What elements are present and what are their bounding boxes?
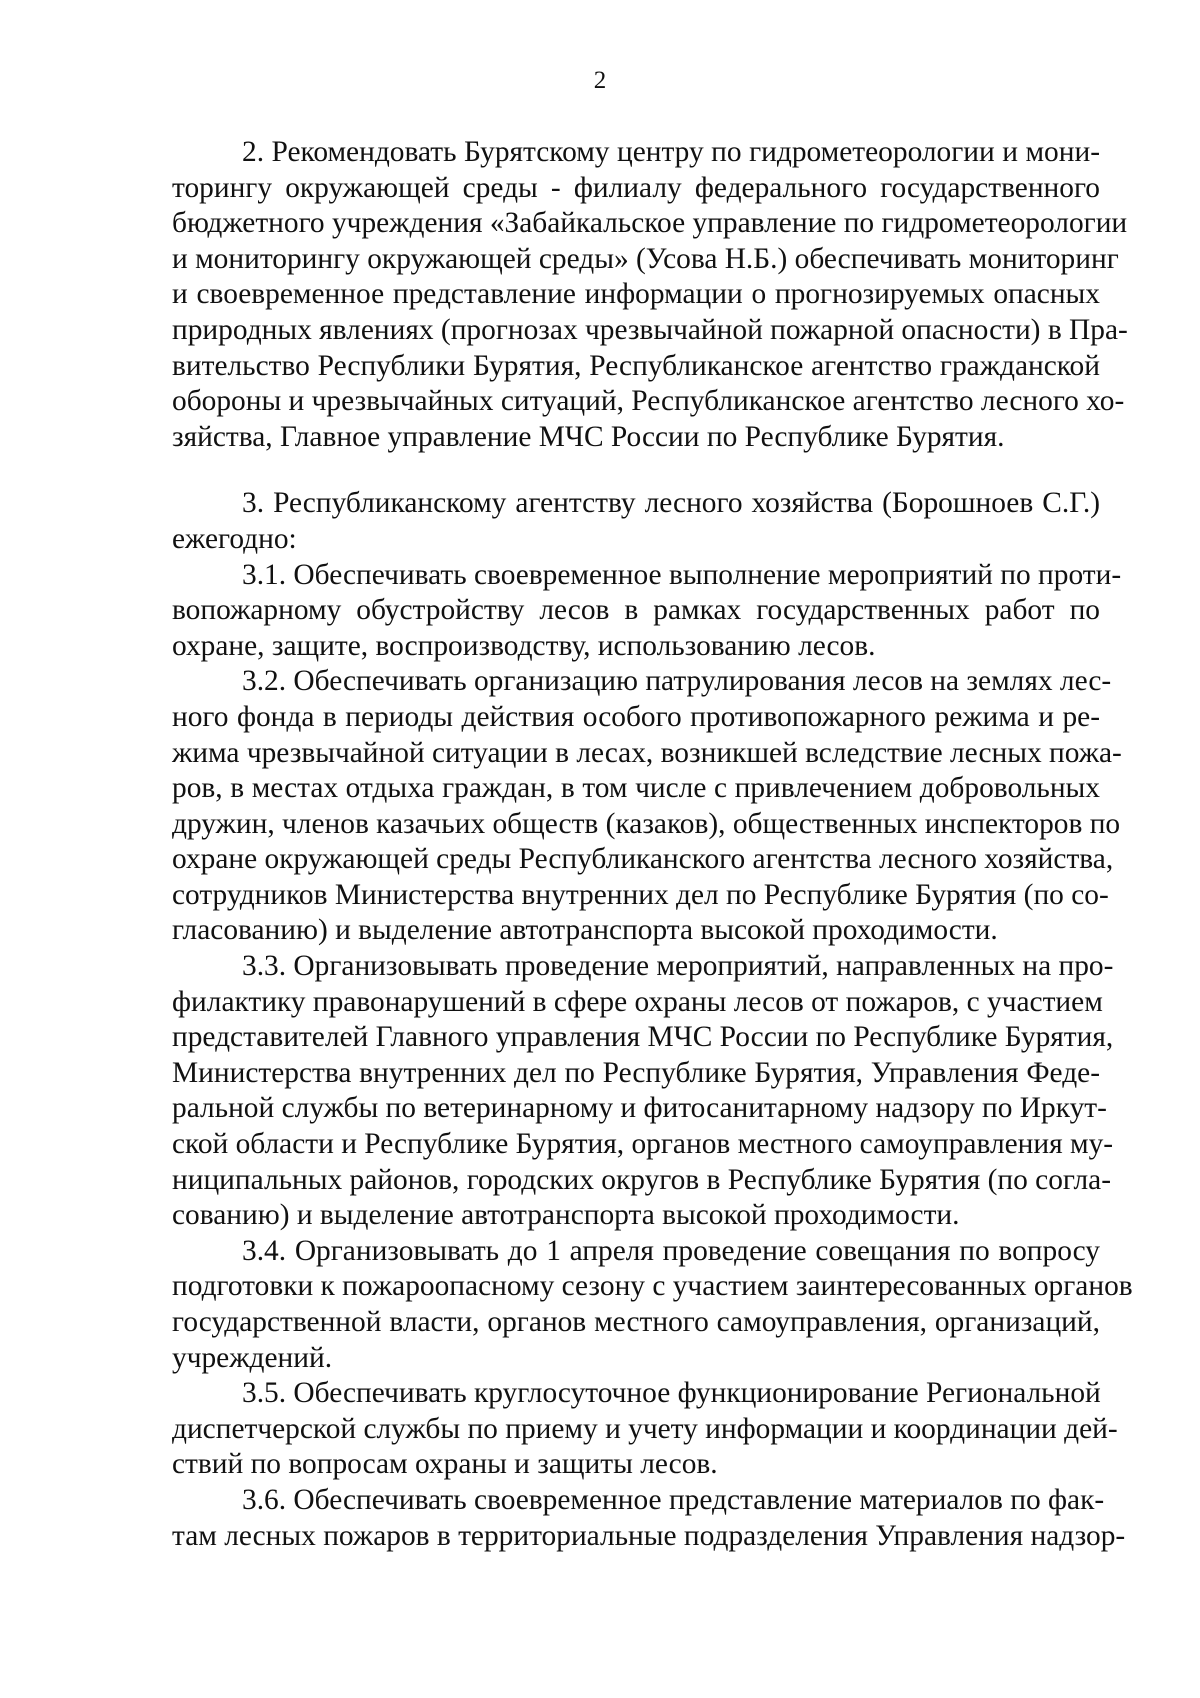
- text-line: ральной службы по ветеринарному и фитосанитарному надзору по Иркут-: [172, 1092, 1107, 1125]
- text-line: 2. Рекомендовать Бурятскому центру по гидрометеорологии и мони-: [242, 136, 1100, 168]
- text-line: ежегодно:: [172, 522, 297, 555]
- page-number: 2: [593, 67, 607, 94]
- text-line: природных явлениях (прогнозах чрезвычайной пожарной опасности) в Пра-: [172, 313, 1128, 346]
- text-line: 3.5. Обеспечивать круглосуточное функционирование Региональной: [242, 1377, 1101, 1410]
- text-line: жима чрезвычайной ситуации в лесах, возникшей вследствие лесных пожа-: [172, 736, 1122, 769]
- document-body: [172, 135, 1133, 1554]
- paragraph-2: [172, 135, 1128, 455]
- text-line: государственной власти, органов местного самоуправления, организаций,: [172, 1306, 1100, 1338]
- text-line: 3. Республиканскому агентству лесного хозяйства (Борошноев С.Г.): [242, 487, 1100, 520]
- text-line: торингу окружающей среды - филиалу федерального государственного: [172, 171, 1100, 204]
- text-line: ствий по вопросам охраны и защиты лесов.: [172, 1448, 718, 1481]
- text-line: сотрудников Министерства внутренних дел по Республике Бурятия (по со-: [172, 878, 1109, 911]
- text-line: зяйства, Главное управление МЧС России по Республике Бурятия.: [172, 420, 1005, 453]
- paragraph-3: [172, 486, 1100, 557]
- text-line: вопожарному обустройству лесов в рамках государственных работ по: [172, 594, 1100, 627]
- text-line: 3.6. Обеспечивать своевременное представление материалов по фак-: [242, 1483, 1105, 1516]
- text-line: сованию) и выделение автотранспорта высокой проходимости.: [172, 1199, 960, 1232]
- text-line: 3.4. Организовывать до 1 апреля проведение совещания по вопросу: [242, 1234, 1100, 1267]
- paragraph-3-1: [172, 558, 1122, 665]
- text-line: ской области и Республике Бурятия, органов местного самоуправления му-: [172, 1128, 1114, 1161]
- paragraph-3-4: [172, 1234, 1133, 1376]
- text-line: филактику правонарушений в сфере охраны лесов от пожаров, с участием: [172, 985, 1103, 1018]
- text-line: бюджетного учреждения «Забайкальское управление по гидрометеорологии: [172, 207, 1128, 240]
- text-line: вительство Республики Бурятия, Республиканское агентство гражданской: [172, 349, 1100, 382]
- text-line: и своевременное представление информации о прогнозируемых опасных: [172, 278, 1100, 311]
- text-line: и мониторингу окружающей среды» (Усова Н.Б.) обеспечивать мониторинг: [172, 242, 1119, 275]
- text-line: Министерства внутренних дел по Республике Бурятия, Управления Феде-: [172, 1056, 1100, 1089]
- text-line: охране окружающей среды Республиканского агентства лесного хозяйства,: [172, 843, 1114, 876]
- text-line: ниципальных районов, городских округов в Республике Бурятия (по согла-: [172, 1163, 1111, 1196]
- paragraph-3-6: [172, 1483, 1126, 1554]
- text-line: ров, в местах отдыха граждан, в том числе с привлечением добровольных: [172, 772, 1100, 805]
- text-line: гласованию) и выделение автотранспорта высокой проходимости.: [172, 914, 998, 947]
- text-line: дружин, членов казачьих обществ (казаков), общественных инспекторов по: [172, 807, 1121, 840]
- text-line: обороны и чрезвычайных ситуаций, Республиканское агентство лесного хо-: [172, 385, 1125, 418]
- text-line: учреждений.: [172, 1341, 333, 1374]
- text-line: охране, защите, воспроизводству, использованию лесов.: [172, 629, 876, 662]
- text-line: 3.2. Обеспечивать организацию патрулирования лесов на землях лес-: [242, 665, 1112, 698]
- paragraph-3-5: [172, 1376, 1118, 1483]
- text-line: там лесных пожаров в территориальные подразделения Управления надзор-: [172, 1519, 1126, 1552]
- text-line: ного фонда в периоды действия особого противопожарного режима и ре-: [172, 700, 1100, 733]
- text-line: подготовки к пожароопасному сезону с участием заинтересованных органов: [172, 1270, 1133, 1303]
- text-line: 3.1. Обеспечивать своевременное выполнение мероприятий по проти-: [242, 558, 1122, 591]
- text-line: 3.3. Организовывать проведение мероприятий, направленных на про-: [242, 950, 1114, 983]
- text-line: диспетчерской службы по приему и учету информации и координации дей-: [172, 1412, 1118, 1445]
- paragraph-3-2: [172, 664, 1122, 949]
- text-line: представителей Главного управления МЧС России по Республике Бурятия,: [172, 1021, 1114, 1054]
- paragraph-3-3: [172, 949, 1114, 1234]
